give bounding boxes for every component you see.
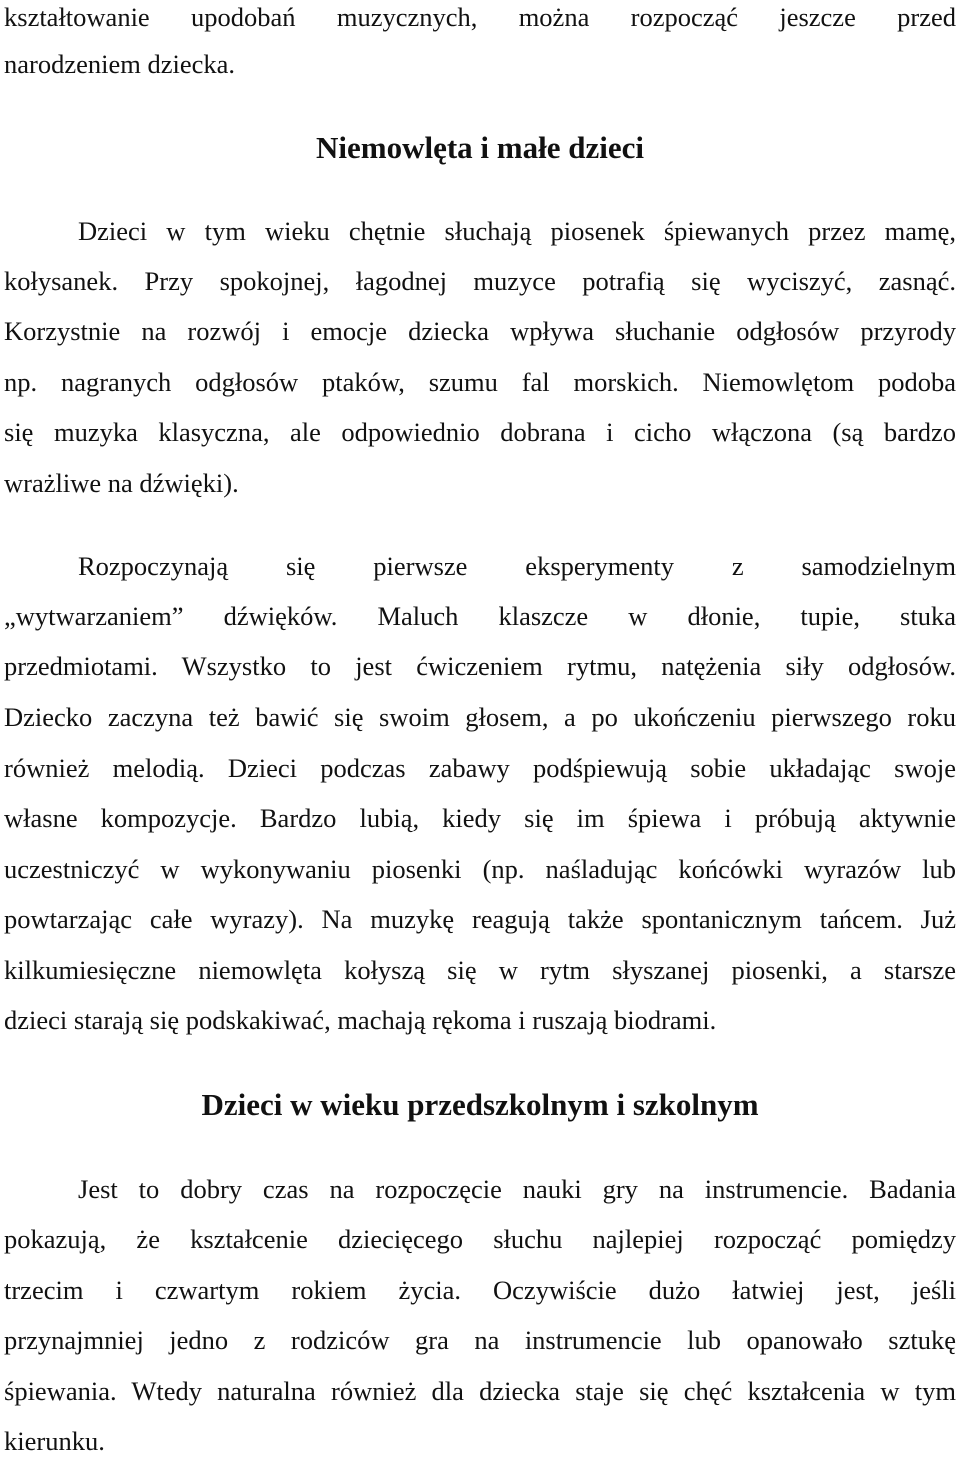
text-line: np. nagranych odgłosów ptaków, szumu fal morskich. Niemowlętom podoba bbox=[4, 367, 956, 397]
text-line: Jest to dobry czas na rozpoczęcie nauki gry na instrumencie. Badania bbox=[78, 1174, 956, 1204]
text-line: Dziecko zaczyna też bawić się swoim głosem, a po ukończeniu pierwszego roku bbox=[4, 702, 956, 732]
section-heading-infants: Niemowlęta i małe dzieci bbox=[316, 130, 644, 165]
text-line: trzecim i czwartym rokiem życia. Oczywiście dużo łatwiej jest, jeśli bbox=[4, 1275, 956, 1305]
text-line: „wytwarzaniem” dźwięków. Maluch klaszcze w dłonie, tupie, stuka bbox=[4, 601, 956, 631]
text-line: się muzyka klasyczna, ale odpowiednio dobrana i cicho włączona (są bardzo bbox=[4, 417, 956, 447]
text-line: kształtowanie upodobań muzycznych, można rozpocząć jeszcze przed bbox=[4, 2, 956, 32]
text-line: narodzeniem dziecka. bbox=[4, 49, 236, 79]
text-line: kołysanek. Przy spokojnej, łagodnej muzyce potrafią się wyciszyć, zasnąć. bbox=[4, 266, 956, 296]
text-line: śpiewania. Wtedy naturalna również dla dziecka staje się chęć kształcenia w tym bbox=[4, 1376, 956, 1406]
text-line: również melodią. Dzieci podczas zabawy podśpiewują sobie układając swoje bbox=[4, 753, 956, 783]
text-line: powtarzając całe wyrazy). Na muzykę reagują także spontanicznym tańcem. Już bbox=[4, 904, 956, 934]
text-line: kierunku. bbox=[4, 1426, 105, 1456]
text-line: Korzystnie na rozwój i emocje dziecka wpływa słuchanie odgłosów przyrody bbox=[4, 316, 956, 346]
text-line: dzieci starają się podskakiwać, machają rękoma i ruszają biodrami. bbox=[4, 1005, 717, 1035]
text-line: pokazują, że kształcenie dziecięcego słuchu najlepiej rozpocząć pomiędzy bbox=[4, 1224, 956, 1254]
text-line: przynajmniej jedno z rodziców gra na instrumencie lub opanowało sztukę bbox=[4, 1325, 956, 1355]
text-line: uczestniczyć w wykonywaniu piosenki (np. naśladując końcówki wyrazów lub bbox=[4, 854, 956, 884]
text-line: kilkumiesięczne niemowlęta kołyszą się w rytm słyszanej piosenki, a starsze bbox=[4, 955, 956, 985]
text-line: Dzieci w tym wieku chętnie słuchają piosenek śpiewanych przez mamę, bbox=[78, 216, 956, 246]
text-line: Rozpoczynają się pierwsze eksperymenty z samodzielnym bbox=[78, 551, 956, 581]
section-heading-preschool: Dzieci w wieku przedszkolnym i szkolnym bbox=[201, 1087, 759, 1122]
text-line: własne kompozycje. Bardzo lubią, kiedy się im śpiewa i próbują aktywnie bbox=[4, 803, 956, 833]
text-line: przedmiotami. Wszystko to jest ćwiczeniem rytmu, natężenia siły odgłosów. bbox=[4, 651, 956, 681]
text-line: wrażliwe na dźwięki). bbox=[4, 468, 239, 498]
